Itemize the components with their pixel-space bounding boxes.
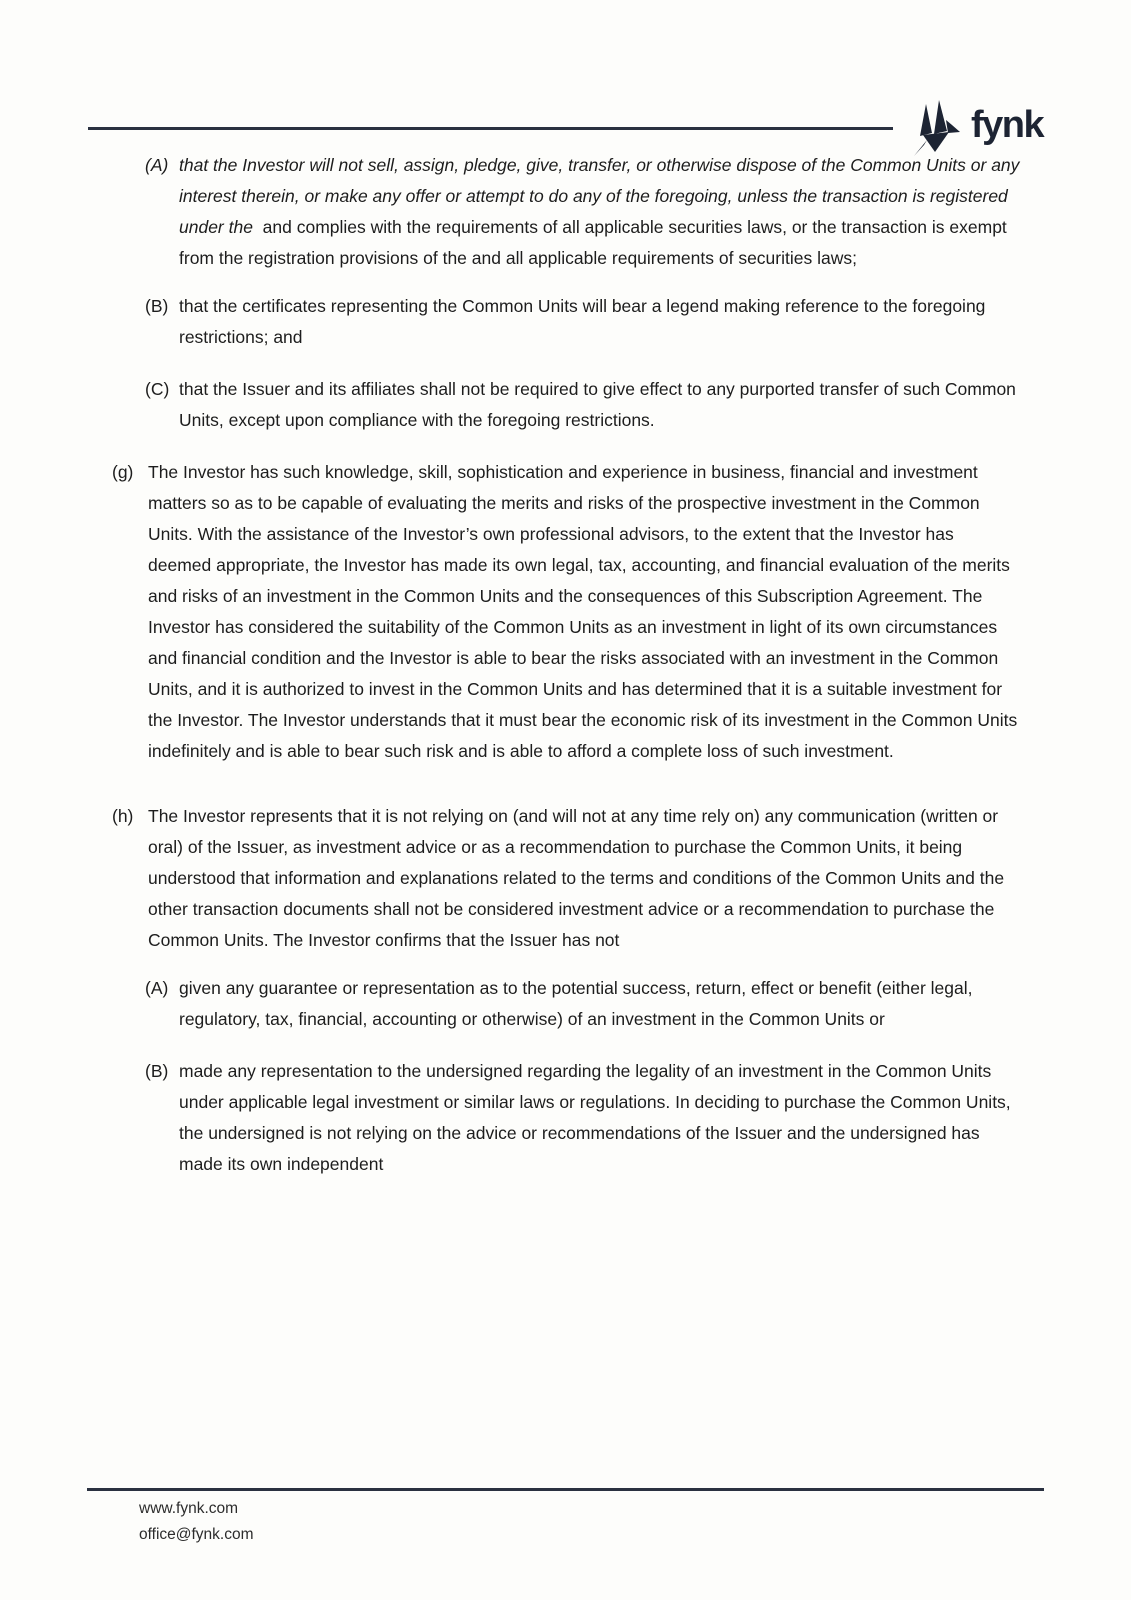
clause-g-investor-knowledge bbox=[85, 457, 1023, 767]
clause-label: (A) bbox=[145, 978, 169, 998]
origami-crane-icon bbox=[912, 100, 962, 156]
clause-label: (B) bbox=[145, 1061, 169, 1081]
clause-regular-segment: and complies with the requirements of all applicable securities laws, or the transaction is exempt from the registration provisions of the and all applicable requirements of securities laws; bbox=[179, 217, 1012, 268]
footer-contact bbox=[139, 1496, 254, 1548]
brand-wordmark: fynk bbox=[971, 103, 1044, 146]
clause-B-no-representation bbox=[85, 1056, 1020, 1180]
clause-A-restrictions bbox=[85, 150, 1025, 274]
clause-text: given any guarantee or representation as to the potential success, return, effect or benefit (either legal, regulatory, tax, financial, accounting or otherwise) of an investment in the Common Units or bbox=[179, 978, 978, 1029]
clause-text bbox=[179, 150, 1025, 274]
header-divider bbox=[88, 127, 893, 130]
clause-label: (g) bbox=[112, 462, 134, 482]
footer-email: office@fynk.com bbox=[139, 1526, 254, 1543]
clause-h-no-reliance bbox=[85, 801, 1020, 956]
clause-C-issuer-affiliates bbox=[85, 374, 1020, 436]
clause-label: (B) bbox=[145, 296, 169, 316]
clause-text: The Investor has such knowledge, skill, sophistication and experience in business, financial and investment matters so as to be capable of evaluating the merits and risks of the prospective investment in the Common Units. With the assistance of the Investor’s own professional advisors, to the extent that the Investor has deemed appropriate, the Investor has made its own legal, tax, accounting, and financial evaluation of the merits and risks of an investment in the Common Units and the consequences of this Subscription Agreement. The Investor has considered the suitability of the Common Units as an investment in light of its own circumstances and financial condition and the Investor is able to bear the risks associated with an investment in the Common Units, and it is authorized to invest in the Common Units and has determined that it is a suitable investment for the Investor. The Investor understands that it must bear the economic risk of its investment in the Common Units indefinitely and is able to bear such risk and is able to afford a complete loss of such investment. bbox=[148, 462, 1023, 761]
clause-label: (h) bbox=[112, 806, 134, 826]
clause-italic-segment: that the Investor will not sell, assign, pledge, give, transfer, or otherwise dispose of the Common Units or any interest therein, or make any offer or attempt to do any of the foregoing, unless the transaction is registered under the bbox=[179, 155, 1025, 237]
clause-text: The Investor represents that it is not relying on (and will not at any time rely on) any communication (written or oral) of the Issuer, as investment advice or as a recommendation to purchase the Common Units, it being understood that information and explanations related to the terms and conditions of the Common Units and the other transaction documents shall not be considered investment advice or a recommendation to purchase the Common Units. The Investor confirms that the Issuer has not bbox=[148, 806, 1009, 950]
footer-divider bbox=[87, 1488, 1044, 1491]
footer-website: www.fynk.com bbox=[139, 1500, 239, 1517]
clause-B-legend bbox=[85, 291, 1020, 353]
document-body bbox=[85, 150, 1025, 1180]
brand-logo bbox=[912, 100, 1043, 156]
clause-text: made any representation to the undersigned regarding the legality of an investment in the Common Units under applicable legal investment or similar laws or regulations. In deciding to purchase the Common Units, the undersigned is not relying on the advice or recommendations of the Issuer and the undersigned has made its own independent bbox=[179, 1061, 1016, 1174]
clause-A-no-guarantee bbox=[85, 973, 1020, 1035]
clause-text: that the certificates representing the Common Units will bear a legend making reference to the foregoing restrictions; and bbox=[179, 296, 991, 347]
clause-text: that the Issuer and its affiliates shall not be required to give effect to any purported transfer of such Common Units, except upon compliance with the foregoing restrictions. bbox=[179, 379, 1021, 430]
clause-label: (C) bbox=[145, 379, 170, 399]
clause-label: (A) bbox=[145, 155, 169, 175]
